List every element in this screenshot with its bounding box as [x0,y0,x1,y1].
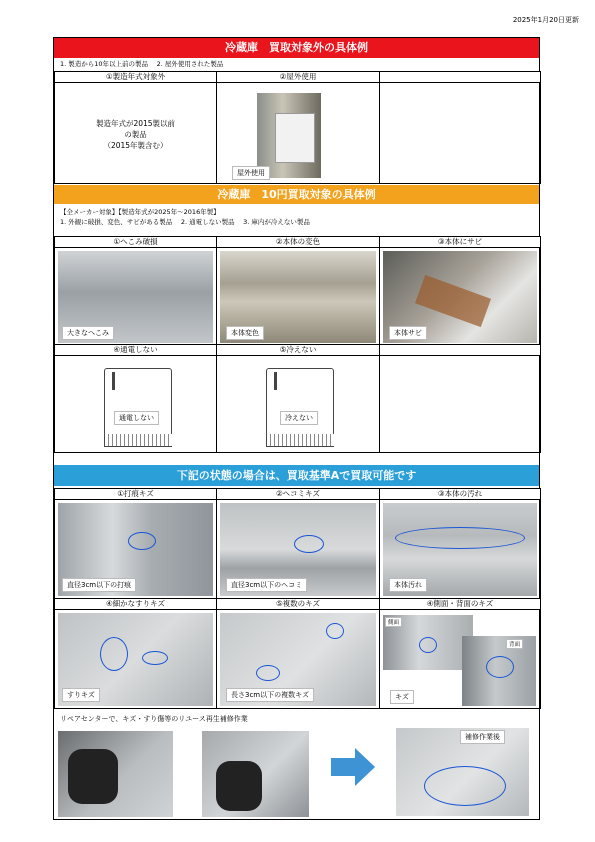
section-ten-yen-title: 冷蔵庫 10円買取対象の具体例 [54,185,539,204]
label-outdoor: 屋外使用 [232,166,270,180]
header-not-cold: ⑤冷えない [216,344,380,356]
highlight-ring [128,532,156,550]
highlight-ring [419,637,437,653]
header-dirt: ③本体の汚れ [379,488,541,500]
header-multi-scratch: ⑤複数のキズ [216,598,380,610]
header-impact: ①打痕キズ [54,488,217,500]
header-empty-2 [379,344,541,356]
year-rule-line-3: （2015年製含む） [103,141,168,150]
update-date: 2025年1月20日更新 [512,16,579,24]
label-dent: 大きなへこみ [62,326,114,340]
label-back: 背面 [506,639,523,649]
label-discolor: 本体変色 [226,326,264,340]
label-impact: 直径3cm以下の打痕 [62,578,136,592]
section-not-eligible-title: 冷蔵庫 買取対象外の具体例 [54,38,539,58]
header-discolor: ②本体の変色 [216,236,380,248]
label-multi-scratch: 長さ3cm以下の複数キズ [226,688,314,702]
header-empty [379,71,541,83]
fridge-icon-not-cold [266,368,334,448]
highlight-ring [486,656,514,678]
year-rule-line-1: 製造年式が2015製以前 [95,119,176,128]
cell-empty-1 [379,71,541,184]
highlight-ring [424,766,506,806]
header-side-back: ④側面・背面のキズ [379,598,541,610]
section-ten-yen-note-1: 【全メーカー対象】【製造年式が2025年～2016年製】 [60,208,220,216]
label-after-repair: 補修作業後 [460,730,505,744]
label-side: 側面 [385,617,402,627]
header-outdoor: ②屋外使用 [216,71,380,83]
fridge-shape [275,113,315,163]
highlight-ring [395,527,525,549]
year-rule-line-2: の製品 [124,130,147,139]
photo-back [462,636,536,706]
label-not-cold: 冷えない [280,411,318,425]
header-dent: ①へこみ破損 [54,236,217,248]
label-fine-scratch: すりキズ [62,688,100,702]
highlight-ring [326,623,344,639]
header-no-power: ④通電しない [54,344,217,356]
label-side-back: キズ [390,690,414,704]
highlight-ring [256,665,280,681]
label-no-power: 通電しない [114,411,159,425]
rust-patch [415,275,491,327]
gloved-hand [68,749,118,804]
highlight-ring [294,535,324,553]
header-year: ①製造年式対象外 [54,71,217,83]
section-grade-a-title: 下記の状態の場合は、買取基準Aで買取可能です [54,465,539,486]
document-frame [53,37,540,820]
label-dent-scratch: 直径3cm以下のヘコミ [226,578,307,592]
photo-repair-2 [202,731,309,817]
gloved-hand [216,761,262,811]
header-fine-scratch: ④細かなすりキズ [54,598,217,610]
highlight-ring [142,651,168,665]
section-ten-yen-note-2: 1. 外観に破損、変色、サビがある製品 2. 通電しない製品 3. 庫内が冷えない製品 [60,218,310,226]
header-rust: ③本体にサビ [379,236,541,248]
repair-note: リペアセンターで、キズ・すり傷等のリユース再生補修作業 [60,715,248,723]
photo-repair-1 [58,731,173,817]
highlight-ring [100,637,128,671]
cell-empty-2 [379,344,541,453]
fridge-icon-no-power [104,368,172,448]
year-rule-text [54,118,217,151]
section-not-eligible-note: 1. 製造から10年以上前の製品 2. 屋外使用された製品 [60,60,224,68]
header-dent-scratch: ②ヘコミキズ [216,488,380,500]
label-dirt: 本体汚れ [389,578,427,592]
label-rust: 本体サビ [389,326,427,340]
